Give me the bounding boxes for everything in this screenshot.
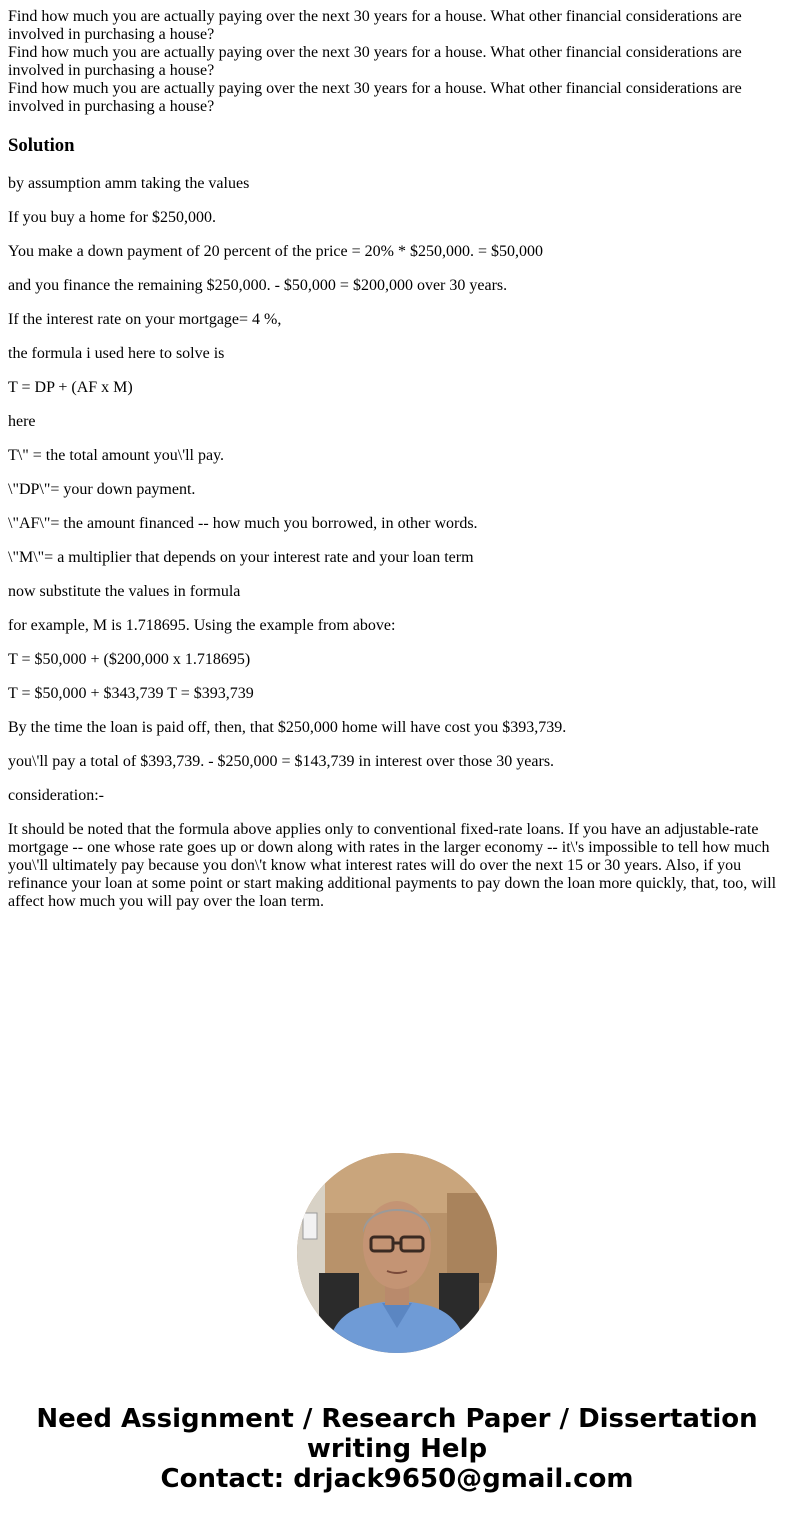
question-text: Find how much you are actually paying over the next 30 years for a house. What other financial considerations are involved in purchasing a house?: [8, 8, 742, 43]
solution-line: If the interest rate on your mortgage= 4 %,: [8, 311, 282, 328]
footer-promo-line: writing Help: [306, 1434, 488, 1464]
solution-line: here: [8, 413, 36, 430]
author-avatar: [297, 1153, 497, 1353]
consideration-heading: consideration:-: [8, 787, 104, 804]
definition-line: \"AF\"= the amount financed -- how much you borrowed, in other words.: [8, 515, 478, 532]
solution-line: If you buy a home for $250,000.: [8, 209, 216, 226]
definition-line: \"M\"= a multiplier that depends on your interest rate and your loan term: [8, 549, 474, 566]
question-text: Find how much you are actually paying over the next 30 years for a house. What other financial considerations are involved in purchasing a house?: [8, 44, 742, 79]
definition-line: T\" = the total amount you\'ll pay.: [8, 447, 225, 464]
author-photo: [297, 1153, 497, 1353]
solution-line: and you finance the remaining $250,000. - $50,000 = $200,000 over 30 years.: [8, 277, 508, 294]
solution-line: now substitute the values in formula: [8, 583, 241, 600]
solution-line: by assumption amm taking the values: [8, 175, 250, 192]
solution-line: for example, M is 1.718695. Using the example from above:: [8, 617, 396, 634]
solution-line: You make a down payment of 20 percent of the price = 20% * $250,000. = $50,000: [8, 243, 543, 260]
solution-line: the formula i used here to solve is: [8, 345, 225, 362]
solution-heading: Solution: [8, 135, 75, 156]
solution-line: you\'ll pay a total of $393,739. - $250,000 = $143,739 in interest over those 30 years.: [8, 753, 555, 770]
formula: T = DP + (AF x M): [8, 379, 133, 396]
footer-promo-line: Need Assignment / Research Paper / Dissertation: [36, 1404, 758, 1434]
definition-line: \"DP\"= your down payment.: [8, 481, 196, 498]
calculation-line: T = $50,000 + ($200,000 x 1.718695): [8, 651, 251, 668]
question-text: Find how much you are actually paying over the next 30 years for a house. What other financial considerations are involved in purchasing a house?: [8, 80, 742, 115]
calculation-line: T = $50,000 + $343,739 T = $393,739: [8, 685, 254, 702]
solution-line: By the time the loan is paid off, then, that $250,000 home will have cost you $393,739.: [8, 719, 567, 736]
consideration-paragraph: It should be noted that the formula above applies only to conventional fixed-rate loans. If you have an adjustable-rate mortgage -- one whose rate goes up or down along with rates in the larger economy -- it\'s impossible to tell how much you\'ll ultimately pay because you don\'t know what interest rates will do over the next 15 or 30 years. Also, if you refinance your loan at some point or start making additional payments to pay down the loan more quickly, that, too, will affect how much you will pay over the loan term.: [8, 821, 777, 910]
footer-contact: Contact: drjack9650@gmail.com: [160, 1464, 634, 1494]
